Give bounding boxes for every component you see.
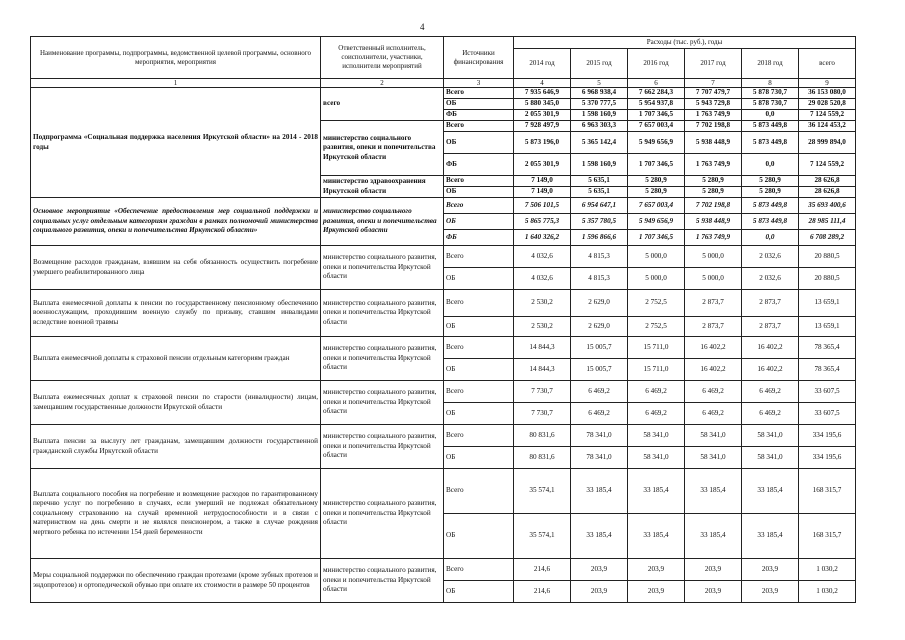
row-source: ОБ — [444, 514, 514, 559]
row-source: ОБ — [444, 187, 514, 198]
row-year-value: 1 763 749,9 — [685, 110, 742, 121]
row-year-value: 6 469,2 — [685, 381, 742, 403]
row-source: ОБ — [444, 132, 514, 154]
row-year-value: 14 844,3 — [514, 359, 571, 381]
row-source: ОБ — [444, 214, 514, 230]
row-year-value: 6 968 938,4 — [571, 88, 628, 99]
row-source: ФБ — [444, 110, 514, 121]
row-year-value: 4 815,3 — [571, 268, 628, 290]
row-year-value: 1 763 749,9 — [685, 230, 742, 246]
row-year-value: 5 280,9 — [742, 187, 799, 198]
row-executor: министерство социального развития, опеки и попечительства Иркутской области — [321, 469, 444, 559]
row-year-value: 7 935 646,9 — [514, 88, 571, 99]
row-year-value: 7 506 101,5 — [514, 198, 571, 214]
row-year-value: 7 657 003,4 — [628, 121, 685, 132]
row-year-value: 214,6 — [514, 559, 571, 581]
row-year-value: 7 707 479,7 — [685, 88, 742, 99]
row-source: Всего — [444, 246, 514, 268]
column-index: 4 — [514, 79, 571, 88]
row-year-value: 5 357 780,5 — [571, 214, 628, 230]
row-year-value: 1 707 346,5 — [628, 154, 685, 176]
row-name: Выплата пенсии за выслугу лет гражданам, замещавшим должности государственной гражданской службы Иркутской области — [31, 425, 321, 469]
row-source: ОБ — [444, 317, 514, 337]
row-total: 7 124 559,2 — [799, 110, 856, 121]
row-year-value: 2 032,6 — [742, 246, 799, 268]
row-year-value: 33 185,4 — [685, 469, 742, 514]
row-executor: министерство социального развития, опеки и попечительства Иркутской области — [321, 559, 444, 603]
row-total: 168 315,7 — [799, 514, 856, 559]
row-source: ФБ — [444, 154, 514, 176]
row-source: Всего — [444, 425, 514, 447]
row-executor: министерство здравоохранения Иркутской области — [321, 176, 444, 198]
header-year: 2018 год — [742, 49, 799, 79]
header-total: всего — [799, 49, 856, 79]
row-year-value: 58 341,0 — [742, 425, 799, 447]
row-executor: всего — [321, 88, 444, 121]
row-total: 28 985 111,4 — [799, 214, 856, 230]
row-year-value: 6 469,2 — [628, 403, 685, 425]
row-year-value: 5 280,9 — [685, 187, 742, 198]
table-row — [31, 381, 856, 403]
row-year-value: 4 032,6 — [514, 268, 571, 290]
row-year-value: 203,9 — [571, 581, 628, 603]
row-name: Выплата ежемесячной доплаты к страховой пенсии отдельным категориям граждан — [31, 337, 321, 381]
row-year-value: 1 598 160,9 — [571, 110, 628, 121]
row-name: Выплата ежемесячных доплат к страховой пенсии по старости (инвалидности) лицам, замещавшим государственные должности Иркутской области — [31, 381, 321, 425]
row-year-value: 2 629,0 — [571, 290, 628, 317]
row-executor: министерство социального развития, опеки и попечительства Иркутской области — [321, 246, 444, 290]
row-year-value: 2 032,6 — [742, 268, 799, 290]
row-total: 33 607,5 — [799, 403, 856, 425]
row-source: Всего — [444, 176, 514, 187]
row-year-value: 80 831,6 — [514, 447, 571, 469]
row-year-value: 6 963 303,3 — [571, 121, 628, 132]
row-source: Всего — [444, 198, 514, 214]
row-year-value: 5 878 730,7 — [742, 99, 799, 110]
row-year-value: 5 000,0 — [628, 268, 685, 290]
row-year-value: 2 055 301,9 — [514, 154, 571, 176]
row-executor: министерство социального развития, опеки и попечительства Иркутской области — [321, 425, 444, 469]
row-year-value: 5 878 730,7 — [742, 88, 799, 99]
row-year-value: 33 185,4 — [571, 469, 628, 514]
row-year-value: 5 280,9 — [685, 176, 742, 187]
row-year-value: 7 730,7 — [514, 403, 571, 425]
row-year-value: 16 402,2 — [742, 359, 799, 381]
table-row — [31, 469, 856, 514]
row-year-value: 7 662 284,3 — [628, 88, 685, 99]
row-total: 20 880,5 — [799, 246, 856, 268]
row-year-value: 7 702 198,8 — [685, 198, 742, 214]
row-year-value: 5 938 448,9 — [685, 132, 742, 154]
row-year-value: 2 629,0 — [571, 317, 628, 337]
row-name: Выплата социального пособия на погребение и возмещение расходов по гарантированному перечню услуг по погребению в случаях, если умерший не подлежал обязательному социальному страхованию на случай временной нетрудоспособности и в связи с материнством на день смерти и не являлся пенсионером, а также в случае рождения мертвого ребенка по истечении 154 дней беременности — [31, 469, 321, 559]
row-total: 6 708 289,2 — [799, 230, 856, 246]
column-index: 9 — [799, 79, 856, 88]
row-year-value: 80 831,6 — [514, 425, 571, 447]
row-year-value: 5 949 656,9 — [628, 214, 685, 230]
row-year-value: 0,0 — [742, 110, 799, 121]
table-row — [31, 290, 856, 317]
row-year-value: 15 005,7 — [571, 359, 628, 381]
row-total: 33 607,5 — [799, 381, 856, 403]
table-row — [31, 88, 856, 99]
row-total: 28 626,8 — [799, 176, 856, 187]
row-year-value: 35 574,1 — [514, 514, 571, 559]
row-year-value: 5 938 448,9 — [685, 214, 742, 230]
row-year-value: 5 880 345,0 — [514, 99, 571, 110]
column-index: 5 — [571, 79, 628, 88]
row-year-value: 2 530,2 — [514, 290, 571, 317]
row-year-value: 5 000,0 — [685, 268, 742, 290]
row-year-value: 5 370 777,5 — [571, 99, 628, 110]
row-year-value: 2 530,2 — [514, 317, 571, 337]
column-index: 7 — [685, 79, 742, 88]
row-year-value: 7 657 003,4 — [628, 198, 685, 214]
row-total: 36 153 080,0 — [799, 88, 856, 99]
row-year-value: 2 055 301,9 — [514, 110, 571, 121]
row-total: 35 693 400,6 — [799, 198, 856, 214]
row-source: Всего — [444, 121, 514, 132]
row-total: 28 626,8 — [799, 187, 856, 198]
table-row — [31, 337, 856, 359]
row-year-value: 203,9 — [685, 581, 742, 603]
row-year-value: 5 873 449,8 — [742, 214, 799, 230]
row-year-value: 5 365 142,4 — [571, 132, 628, 154]
row-name: Выплата ежемесячной доплаты к пенсии по государственному пенсионному обеспечению военнослужащим, проходившим военную службу по призыву, ставшим инвалидами вследствие военной травмы — [31, 290, 321, 337]
row-year-value: 58 341,0 — [628, 425, 685, 447]
row-year-value: 2 873,7 — [742, 290, 799, 317]
row-year-value: 5 873 449,8 — [742, 198, 799, 214]
row-year-value: 1 707 346,5 — [628, 230, 685, 246]
header-year: 2014 год — [514, 49, 571, 79]
row-year-value: 33 185,4 — [742, 514, 799, 559]
row-name: Возмещение расходов гражданам, взявшим на себя обязанность осуществить погребение умершего реабилитированного лица — [31, 246, 321, 290]
row-source: ОБ — [444, 447, 514, 469]
row-year-value: 58 341,0 — [628, 447, 685, 469]
row-total: 1 030,2 — [799, 581, 856, 603]
row-total: 1 030,2 — [799, 559, 856, 581]
row-source: Всего — [444, 559, 514, 581]
row-year-value: 5 873 449,8 — [742, 121, 799, 132]
column-index: 8 — [742, 79, 799, 88]
row-year-value: 7 149,0 — [514, 176, 571, 187]
header-source: Источники финансирования — [444, 37, 514, 79]
row-year-value: 6 469,2 — [571, 403, 628, 425]
row-year-value: 6 469,2 — [571, 381, 628, 403]
row-year-value: 15 711,0 — [628, 337, 685, 359]
row-year-value: 6 469,2 — [742, 381, 799, 403]
row-year-value: 203,9 — [685, 559, 742, 581]
row-year-value: 35 574,1 — [514, 469, 571, 514]
expenditure-table — [30, 36, 856, 603]
row-year-value: 78 341,0 — [571, 447, 628, 469]
row-year-value: 33 185,4 — [742, 469, 799, 514]
row-year-value: 2 752,5 — [628, 290, 685, 317]
row-source: ОБ — [444, 403, 514, 425]
row-year-value: 7 928 497,9 — [514, 121, 571, 132]
row-total: 7 124 559,2 — [799, 154, 856, 176]
column-index: 1 — [31, 79, 321, 88]
header-year: 2015 год — [571, 49, 628, 79]
column-index: 6 — [628, 79, 685, 88]
header-year: 2016 год — [628, 49, 685, 79]
row-year-value: 33 185,4 — [628, 469, 685, 514]
table-row — [31, 198, 856, 214]
row-name: Меры социальной поддержки по обеспечению граждан протезами (кроме зубных протезов и эндопротезов) и ортопедической обувью при оплате их стоимости в размере 50 процентов — [31, 559, 321, 603]
row-year-value: 0,0 — [742, 154, 799, 176]
row-year-value: 5 954 937,8 — [628, 99, 685, 110]
row-total: 36 124 453,2 — [799, 121, 856, 132]
row-year-value: 5 865 775,3 — [514, 214, 571, 230]
row-executor: министерство социального развития, опеки и попечительства Иркутской области — [321, 198, 444, 246]
row-executor: министерство социального развития, опеки и попечительства Иркутской области — [321, 121, 444, 176]
row-year-value: 58 341,0 — [685, 447, 742, 469]
row-total: 168 315,7 — [799, 469, 856, 514]
row-year-value: 14 844,3 — [514, 337, 571, 359]
row-source: Всего — [444, 469, 514, 514]
row-year-value: 203,9 — [628, 559, 685, 581]
page-number: 4 — [420, 22, 425, 32]
row-year-value: 7 149,0 — [514, 187, 571, 198]
row-year-value: 5 000,0 — [628, 246, 685, 268]
row-year-value: 33 185,4 — [685, 514, 742, 559]
row-year-value: 5 280,9 — [628, 187, 685, 198]
row-total: 13 659,1 — [799, 317, 856, 337]
header-expenses: Расходы (тыс. руб.), годы — [514, 37, 856, 49]
header-executor: Ответственный исполнитель, соисполнители, участники, исполнители мероприятий — [321, 37, 444, 79]
row-year-value: 2 873,7 — [742, 317, 799, 337]
row-source: Всего — [444, 337, 514, 359]
row-year-value: 5 280,9 — [742, 176, 799, 187]
table-body — [31, 37, 856, 603]
row-source: ФБ — [444, 230, 514, 246]
row-year-value: 5 635,1 — [571, 187, 628, 198]
row-year-value: 4 815,3 — [571, 246, 628, 268]
row-total: 13 659,1 — [799, 290, 856, 317]
row-name: Подпрограмма «Социальная поддержка населения Иркутской области» на 2014 - 2018 годы — [31, 88, 321, 198]
row-name: Основное мероприятие «Обеспечение предоставления мер социальной поддержки и социальных услуг отдельным категориям граждан в рамках полномочий министерства социального развития, опеки и попечительства Иркутской области» — [31, 198, 321, 246]
row-source: ОБ — [444, 581, 514, 603]
row-executor: министерство социального развития, опеки и попечительства Иркутской области — [321, 337, 444, 381]
row-year-value: 5 635,1 — [571, 176, 628, 187]
row-executor: министерство социального развития, опеки и попечительства Иркутской области — [321, 290, 444, 337]
row-total: 29 028 520,8 — [799, 99, 856, 110]
row-executor: министерство социального развития, опеки и попечительства Иркутской области — [321, 381, 444, 425]
row-source: Всего — [444, 381, 514, 403]
row-year-value: 7 702 198,8 — [685, 121, 742, 132]
row-year-value: 2 873,7 — [685, 317, 742, 337]
row-year-value: 203,9 — [742, 559, 799, 581]
row-year-value: 33 185,4 — [571, 514, 628, 559]
row-year-value: 2 873,7 — [685, 290, 742, 317]
row-year-value: 15 005,7 — [571, 337, 628, 359]
row-year-value: 4 032,6 — [514, 246, 571, 268]
row-year-value: 6 954 647,1 — [571, 198, 628, 214]
row-year-value: 6 469,2 — [628, 381, 685, 403]
row-year-value: 33 185,4 — [628, 514, 685, 559]
row-year-value: 1 640 326,2 — [514, 230, 571, 246]
row-total: 78 365,4 — [799, 337, 856, 359]
row-year-value: 15 711,0 — [628, 359, 685, 381]
header-year: 2017 год — [685, 49, 742, 79]
row-total: 28 999 894,0 — [799, 132, 856, 154]
row-year-value: 1 707 346,5 — [628, 110, 685, 121]
row-year-value: 5 943 729,8 — [685, 99, 742, 110]
row-total: 20 880,5 — [799, 268, 856, 290]
table-row — [31, 425, 856, 447]
row-year-value: 5 873 449,8 — [742, 132, 799, 154]
column-index: 2 — [321, 79, 444, 88]
row-year-value: 214,6 — [514, 581, 571, 603]
row-year-value: 1 598 160,9 — [571, 154, 628, 176]
row-year-value: 6 469,2 — [685, 403, 742, 425]
row-year-value: 58 341,0 — [685, 425, 742, 447]
row-year-value: 5 949 656,9 — [628, 132, 685, 154]
row-year-value: 0,0 — [742, 230, 799, 246]
row-year-value: 16 402,2 — [742, 337, 799, 359]
row-year-value: 203,9 — [628, 581, 685, 603]
row-year-value: 78 341,0 — [571, 425, 628, 447]
row-source: ОБ — [444, 99, 514, 110]
column-index: 3 — [444, 79, 514, 88]
table-row — [31, 246, 856, 268]
row-year-value: 2 752,5 — [628, 317, 685, 337]
row-year-value: 203,9 — [742, 581, 799, 603]
row-source: Всего — [444, 290, 514, 317]
row-year-value: 16 402,2 — [685, 337, 742, 359]
table-row — [31, 559, 856, 581]
row-year-value: 7 730,7 — [514, 381, 571, 403]
row-year-value: 5 873 196,0 — [514, 132, 571, 154]
row-year-value: 1 596 866,6 — [571, 230, 628, 246]
header-name: Наименование программы, подпрограммы, ведомственной целевой программы, основного мероприятия, мероприятия — [31, 37, 321, 79]
row-source: Всего — [444, 88, 514, 99]
row-source: ОБ — [444, 359, 514, 381]
row-year-value: 203,9 — [571, 559, 628, 581]
row-year-value: 6 469,2 — [742, 403, 799, 425]
row-year-value: 58 341,0 — [742, 447, 799, 469]
row-year-value: 5 280,9 — [628, 176, 685, 187]
row-total: 78 365,4 — [799, 359, 856, 381]
row-year-value: 1 763 749,9 — [685, 154, 742, 176]
row-year-value: 16 402,2 — [685, 359, 742, 381]
row-total: 334 195,6 — [799, 425, 856, 447]
row-source: ОБ — [444, 268, 514, 290]
row-total: 334 195,6 — [799, 447, 856, 469]
row-year-value: 5 000,0 — [685, 246, 742, 268]
